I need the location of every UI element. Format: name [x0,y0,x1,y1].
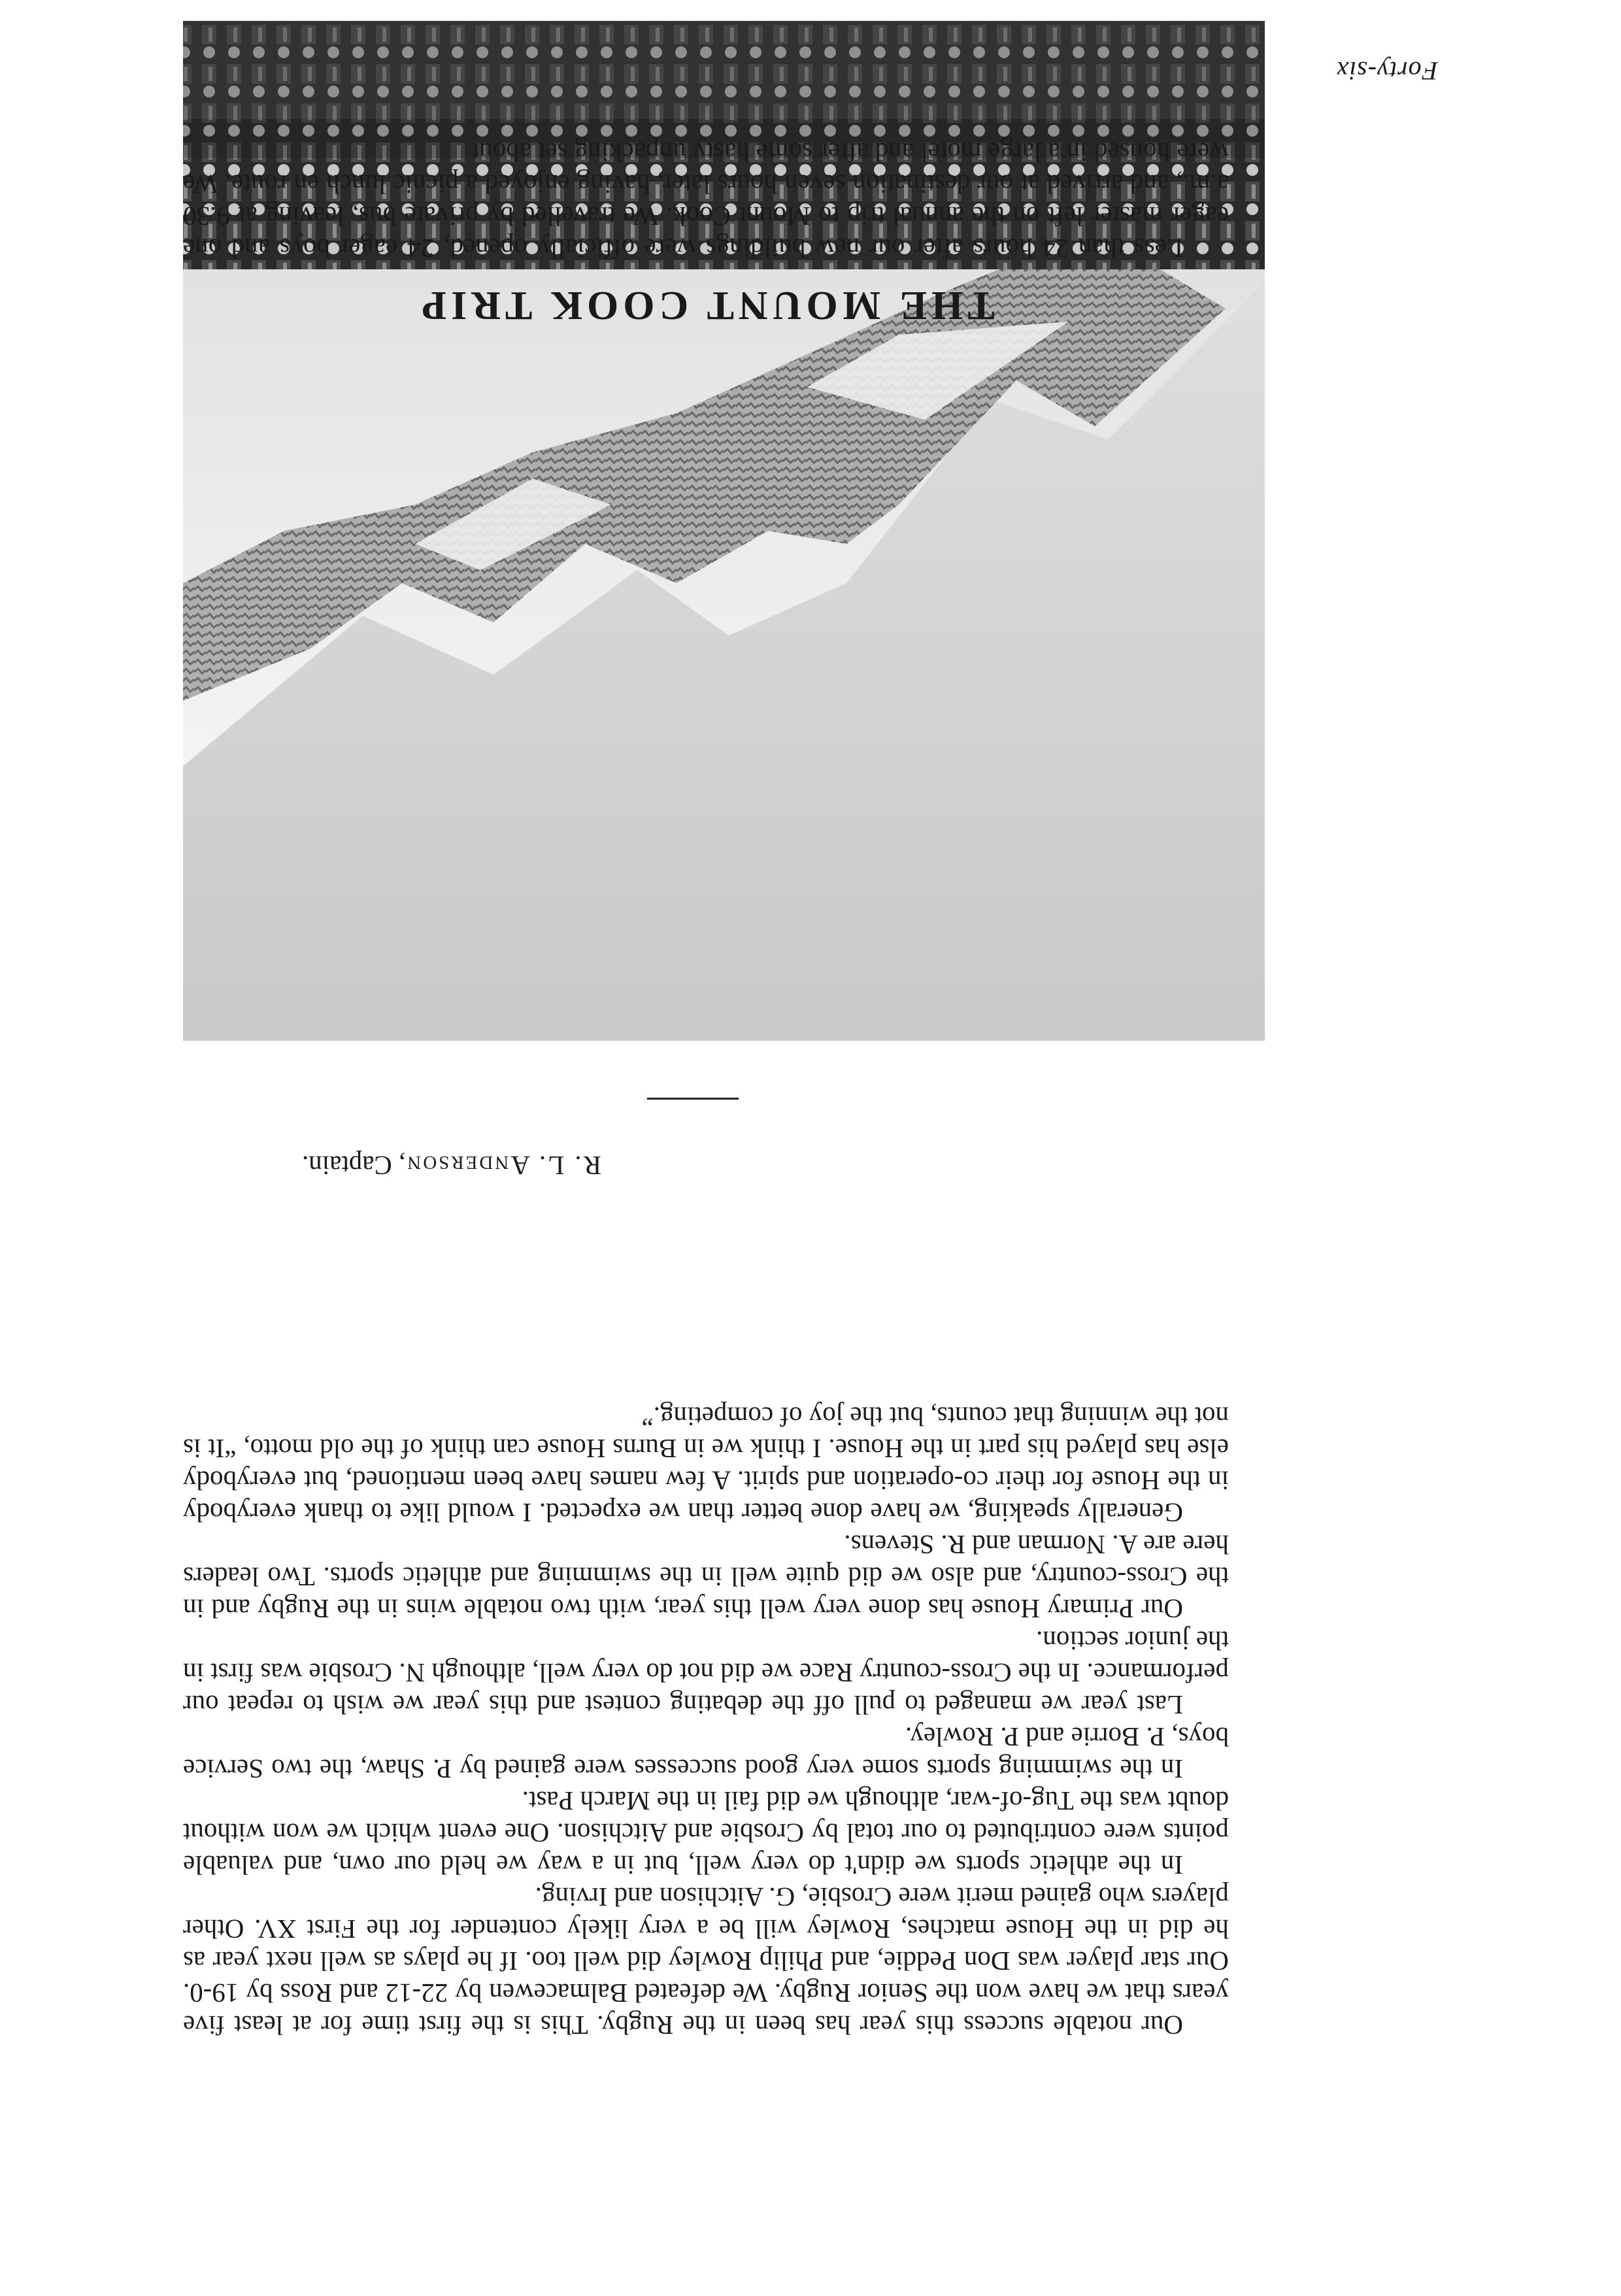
paragraph-summary: Generally speaking, we have done better than we expected. I would like to thank everybody in the House for their co-operation and spirit. A few names have been mentioned, but everybody else has played his part in the House. I think we in Burns House can think of the old motto, “It is not the winning that counts, but the joy of competing.” [183,1402,1229,1528]
paragraph-debating: Last year we managed to pull off the debating contest and this year we wish to repeat our performance. In the Cross-country Race we did not do very well, although N. Crosbie was first in the junior section. [183,1626,1229,1720]
signature-role: , Captain. [302,1151,406,1181]
page-number: Forty-six [1336,56,1438,86]
paragraph-primary-house: Our Primary House has done very well this year, with two notable wins in the Rugby and in the Cross-country, and also we did quite well in the swimming and athletic sports. Two leaders here are A. Norman and R. Stevens. [183,1530,1229,1624]
mount-cook-article [183,136,1229,264]
paragraph-rugby: Our notable success this year has been in the Rugby. This is the first time for at least five years that we have won the Senior Rugby. We defeated Balmacewen by 22-12 and Ross by 19-0. Our star player was Don Peddie, and Philip Rowley did well too. If he plays as well next year as he did in the House matches, Rowley will be a very likely contender for the First XV. Other players who gained merit were Crosbie, G. Aitchison and Irving. [183,1882,1229,2040]
article-heading: THE MOUNT COOK TRIP [417,283,995,328]
paragraph-trip: Less than 24 hours after our new buildings were officially opened, 24 eager boys and one eager master left on the annual trip to Mount Cook. We travelled by private bus, leaving at 9.30 a.m., and arrived at our destination seven hours later, having enjoyed a picnic lunch en route. We were housed in a large motel and after some hasty unpacking set about [183,137,1229,263]
paragraph-swimming: In the swimming sports some very good successes were gained by P. Shaw, the two Service boys, P. Borrie and P. Rowley. [183,1722,1229,1784]
section-divider [647,1098,739,1100]
paragraph-athletics: In the athletic sports we didn't do very well, but in a way we held our own, and valuable points were contributed to our total by Crosbie and Aitchison. One event which we won without doubt was the Tug-of-war, although we did fail in the March Past. [183,1786,1229,1880]
house-report-article [183,1400,1229,2041]
signature [302,1150,601,1181]
signature-name: R. L. Anderson [405,1151,601,1181]
